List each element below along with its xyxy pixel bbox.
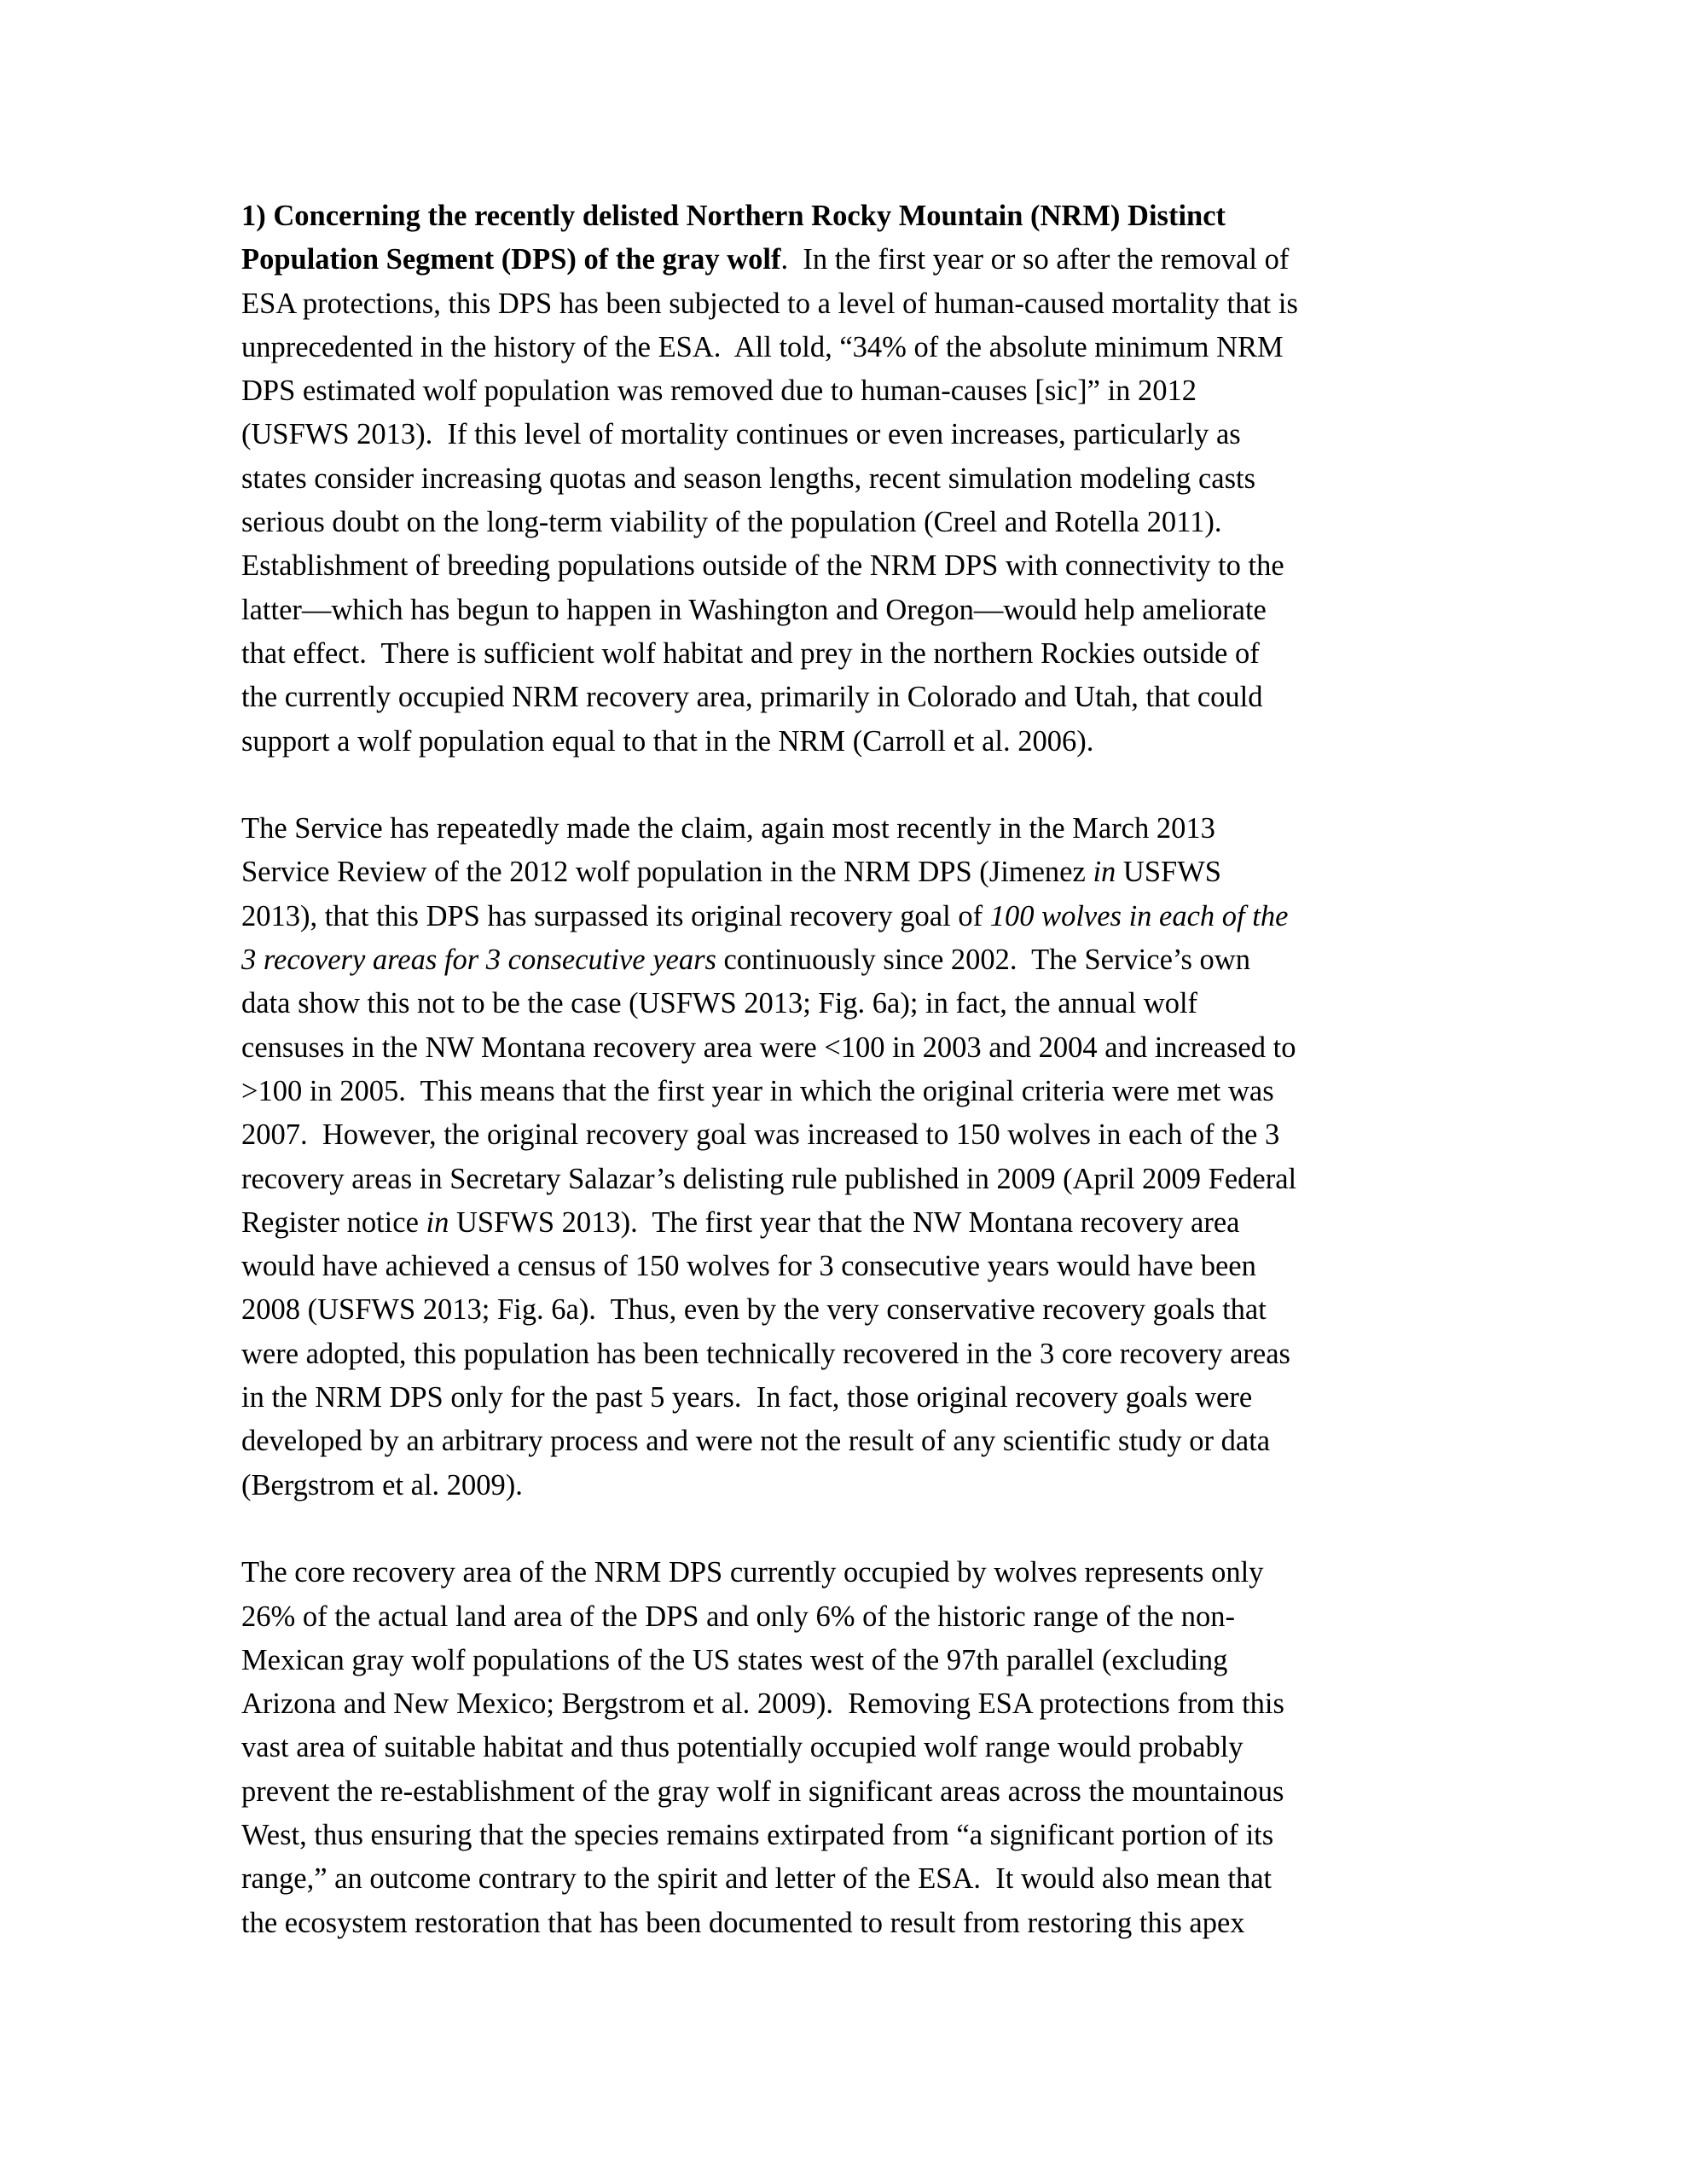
text-line	[241, 1288, 1504, 1332]
text-run: states consider increasing quotas and season lengths, recent simulation modeling casts	[241, 462, 1256, 495]
text-run: in the NRM DPS only for the past 5 years. In fact, those original recovery goals were	[241, 1381, 1253, 1414]
text-line	[241, 1113, 1504, 1157]
text-line	[241, 1902, 1504, 1945]
text-run: in	[426, 1205, 449, 1239]
text-line	[241, 1682, 1504, 1726]
text-line	[241, 895, 1504, 938]
text-run: data show this not to be the case (USFWS 2013; Fig. 6a); in fact, the annual wolf	[241, 987, 1198, 1020]
text-run: Mexican gray wolf populations of the US states west of the 97th parallel (excluding	[241, 1643, 1228, 1676]
text-line	[241, 544, 1504, 588]
text-line	[241, 1595, 1504, 1639]
text-run: ESA protections, this DPS has been subjected to a level of human-caused mortality that is	[241, 287, 1298, 320]
text-run: unprecedented in the history of the ESA. All told, “34% of the absolute minimum NRM	[241, 330, 1284, 363]
text-line	[241, 1420, 1504, 1463]
text-line	[241, 982, 1504, 1025]
text-line	[241, 1333, 1504, 1376]
text-run: USFWS 2013). The first year that the NW Montana recovery area	[449, 1205, 1240, 1239]
text-run: 2008 (USFWS 2013; Fig. 6a). Thus, even by the very conservative recovery goals that	[241, 1293, 1267, 1327]
text-line	[241, 1376, 1504, 1420]
text-line	[241, 369, 1504, 413]
text-run: 2007. However, the original recovery goal was increased to 150 wolves in each of the 3	[241, 1118, 1280, 1152]
text-line	[241, 589, 1504, 632]
text-line	[241, 1639, 1504, 1682]
text-run: latter—which has begun to happen in Washington and Oregon—would help ameliorate	[241, 593, 1267, 626]
text-run: 26% of the actual land area of the DPS and only 6% of the historic range of the non-	[241, 1600, 1235, 1633]
paragraph	[241, 807, 1504, 1507]
text-line	[241, 1814, 1504, 1857]
text-line	[241, 1770, 1504, 1814]
text-line	[241, 851, 1504, 894]
text-line	[241, 326, 1504, 369]
text-line	[241, 1201, 1504, 1245]
text-run: Establishment of breeding populations outside of the NRM DPS with connectivity to the	[241, 549, 1284, 583]
text-line	[241, 1464, 1504, 1507]
text-run: (USFWS 2013). If this level of mortality continues or even increases, particularly as	[241, 418, 1241, 451]
text-run: DPS estimated wolf population was removed due to human-causes [sic]” in 2012	[241, 375, 1197, 408]
text-line	[241, 1551, 1504, 1594]
text-line	[241, 501, 1504, 544]
text-run: West, thus ensuring that the species remains extirpated from “a significant portion of its	[241, 1818, 1274, 1851]
text-run: serious doubt on the long-term viability of the population (Creel and Rotella 2011).	[241, 506, 1222, 539]
text-line	[241, 938, 1504, 982]
text-run: USFWS	[1116, 856, 1221, 889]
text-line	[241, 1726, 1504, 1769]
paragraph-spacer	[241, 1507, 1504, 1551]
text-run: The Service has repeatedly made the claim, again most recently in the March 2013	[241, 812, 1215, 845]
text-run: the ecosystem restoration that has been documented to result from restoring this apex	[241, 1906, 1245, 1939]
paragraph-spacer	[241, 764, 1504, 807]
text-run: censuses in the NW Montana recovery area were <100 in 2003 and 2004 and increased to	[241, 1031, 1296, 1064]
text-run: (Bergstrom et al. 2009).	[241, 1468, 523, 1502]
text-line	[241, 1070, 1504, 1113]
text-line	[241, 413, 1504, 456]
text-run: 100 wolves in each of the	[989, 899, 1289, 932]
text-line	[241, 1026, 1504, 1070]
text-line	[241, 1857, 1504, 1901]
text-line	[241, 238, 1504, 282]
paragraph	[241, 1551, 1504, 1945]
text-line	[241, 1158, 1504, 1201]
text-run: continuously since 2002. The Service’s own	[716, 944, 1250, 977]
text-run: in	[1093, 856, 1116, 889]
text-run: 1) Concerning the recently delisted Northern Rocky Mountain (NRM) Distinct	[241, 200, 1226, 232]
text-run: range,” an outcome contrary to the spirit and letter of the ESA. It would also mean that	[241, 1862, 1272, 1896]
text-line	[241, 632, 1504, 676]
text-run: would have achieved a census of 150 wolves for 3 consecutive years would have been	[241, 1250, 1256, 1283]
text-line	[241, 720, 1504, 764]
text-run: Arizona and New Mexico; Bergstrom et al. 2009). Removing ESA protections from this	[241, 1687, 1284, 1721]
text-run: Population Segment (DPS) of the gray wolf	[241, 243, 781, 276]
text-run: recovery areas in Secretary Salazar’s delisting rule published in 2009 (April 2009 Federal	[241, 1162, 1297, 1195]
text-run: prevent the re-establishment of the gray wolf in significant areas across the mountainous	[241, 1774, 1284, 1808]
paragraph	[241, 195, 1504, 764]
document-body	[241, 195, 1504, 1945]
text-run: The core recovery area of the NRM DPS currently occupied by wolves represents only	[241, 1556, 1264, 1589]
text-line	[241, 807, 1504, 851]
text-run: 2013), that this DPS has surpassed its original recovery goal of	[241, 899, 990, 932]
text-run: were adopted, this population has been technically recovered in the 3 core recovery areas	[241, 1337, 1290, 1370]
text-run: Service Review of the 2012 wolf population in the NRM DPS (Jimenez	[241, 856, 1093, 889]
text-line	[241, 195, 1504, 238]
text-run: . In the first year or so after the removal of	[780, 243, 1290, 276]
text-line	[241, 457, 1504, 501]
text-run: 3 recovery areas for 3 consecutive years	[241, 944, 716, 977]
text-run: developed by an arbitrary process and were not the result of any scientific study or data	[241, 1425, 1271, 1458]
text-run: that effect. There is sufficient wolf habitat and prey in the northern Rockies outside of	[241, 636, 1260, 670]
text-line	[241, 676, 1504, 719]
text-run: Register notice	[241, 1205, 426, 1239]
text-run: support a wolf population equal to that in the NRM (Carroll et al. 2006).	[241, 724, 1094, 758]
text-line	[241, 1245, 1504, 1288]
text-line	[241, 282, 1504, 326]
text-run: vast area of suitable habitat and thus potentially occupied wolf range would probably	[241, 1731, 1244, 1764]
text-run: >100 in 2005. This means that the first year in which the original criteria were met was	[241, 1074, 1274, 1107]
text-run: the currently occupied NRM recovery area, primarily in Colorado and Utah, that could	[241, 681, 1263, 714]
